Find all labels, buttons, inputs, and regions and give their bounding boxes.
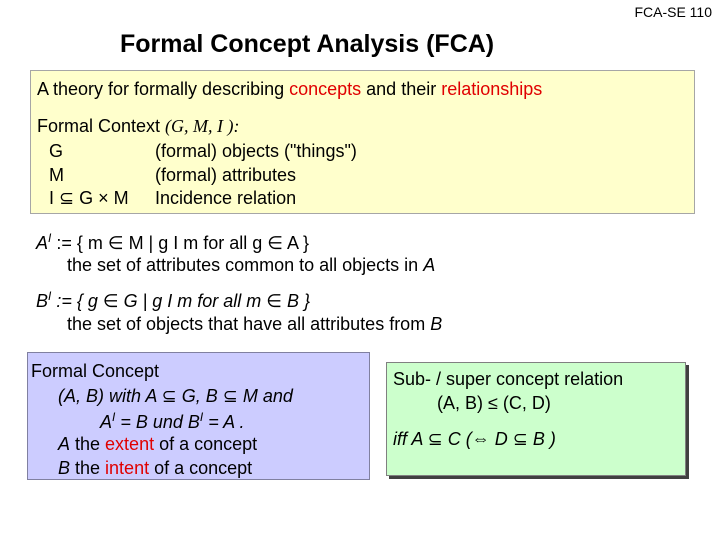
page-title: Formal Concept Analysis (FCA)	[120, 30, 495, 58]
concept-line-1-text: (A, B) with A ⊆ G, B ⊆ M and	[58, 386, 293, 406]
sub-heading: Sub- / super concept relation	[393, 369, 624, 389]
concept-line-4-var: B	[58, 458, 71, 478]
b-prime-description	[67, 314, 442, 335]
concept-heading: Formal Concept	[31, 361, 160, 381]
concept-line-2-b: = B und B	[115, 412, 200, 432]
concept-line-2-a: A	[100, 412, 113, 432]
concept-line-2-c: = A .	[203, 412, 245, 432]
b-prime-definition	[36, 289, 310, 312]
slide-number: FCA-SE 110	[634, 4, 712, 20]
context-line	[37, 116, 240, 137]
concept-line-3-post: of a concept	[154, 434, 258, 454]
intro-relationships: relationships	[441, 79, 543, 99]
concept-line-4-post: of a concept	[149, 458, 253, 478]
a-prime-description	[67, 255, 435, 276]
b-prime-lhs: B	[36, 291, 49, 311]
intro-line	[37, 79, 542, 100]
formal-concept-box	[27, 352, 370, 480]
concept-line-3-var: A	[58, 434, 71, 454]
concept-line-3-pre: the	[70, 434, 106, 454]
context-desc-g: (formal) objects ("things")	[155, 141, 357, 161]
a-prime-definition	[36, 231, 309, 254]
sub-super-concept-box	[386, 362, 686, 476]
context-symbol-m: M	[49, 165, 64, 185]
a-prime-desc-var: A	[423, 255, 436, 275]
context-label: Formal Context	[37, 116, 166, 136]
context-tuple: (G, M, I ):	[165, 116, 240, 136]
context-symbol-i: I ⊆ G × M	[49, 188, 129, 208]
intro-middle: and their	[361, 79, 442, 99]
intro-prefix: A theory for formally describing	[37, 79, 290, 99]
sub-line-2: iff A ⊆ C (⇔ D ⊆ B )	[393, 429, 556, 449]
concept-line-4-term: intent	[105, 458, 150, 478]
context-symbol-g: G	[49, 141, 64, 161]
concept-line-3-term: extent	[105, 434, 155, 454]
b-prime-desc-var: B	[430, 314, 443, 334]
concept-line-2-sup-a: I	[112, 410, 116, 424]
a-prime-lhs: A	[36, 233, 49, 253]
concept-line-4	[58, 458, 252, 479]
b-prime-def: := { g ∈ G | g I m for all m ∈ B }	[51, 291, 310, 311]
a-prime-def: := { m ∈ M | g I m for all g ∈ A }	[51, 233, 309, 253]
a-prime-sup: I	[48, 231, 52, 245]
sub-line-1: (A, B) ≤ (C, D)	[437, 393, 551, 413]
b-prime-sup: I	[48, 289, 52, 303]
context-desc-i: Incidence relation	[155, 188, 297, 208]
definition-box	[30, 70, 695, 214]
concept-line-1	[58, 386, 293, 407]
a-prime-desc-text: the set of attributes common to all objects in	[67, 255, 424, 275]
concept-line-2-sup-b: I	[199, 410, 204, 424]
b-prime-desc-text: the set of objects that have all attributes from	[67, 314, 431, 334]
intro-concepts: concepts	[289, 79, 362, 99]
concept-line-3	[58, 434, 257, 455]
concept-line-4-pre: the	[70, 458, 106, 478]
context-desc-m: (formal) attributes	[155, 165, 297, 185]
concept-line-2	[100, 410, 244, 433]
